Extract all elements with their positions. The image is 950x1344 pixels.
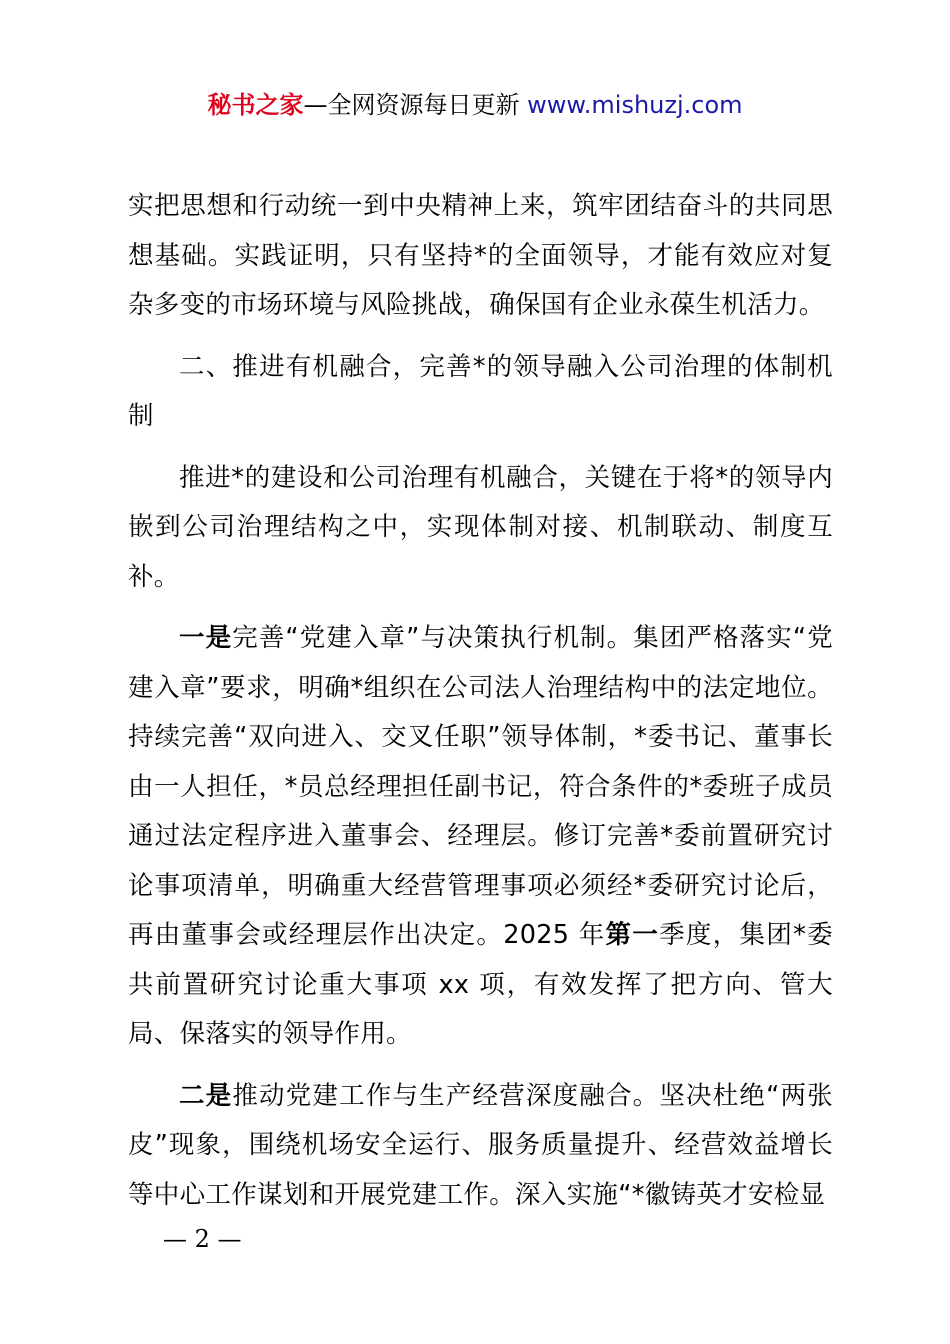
point-one-text: 完善“党建入章”与决策执行机制。集团严格落实“党建入章”要求，明确*组织在公司法人治理结构中的法定地位。持续完善“双向进入、交叉任职”领导体制，*委书记、董事长由一人担任，*员总经理担任副书记，符合条件的*委班子成员通过法定程序进入董事会、经理层。修订完善*委前置研究讨论事项清单，明确重大经营管理事项必须经*委研究讨论后，再由董事会或经理层作出决定。2025 年: [128, 623, 833, 950]
paragraph-point-one: [128, 614, 833, 1060]
section-heading: 二、推进有机融合，完善*的领导融入公司治理的体制机制: [128, 351, 833, 431]
point-one-text-cont: 季度，集团*委共前置研究讨论重大事项 xx 项，有效发挥了把方向、管大局、保落实的领导作用。: [128, 920, 833, 1049]
paragraph-intro: 推进*的建设和公司治理有机融合，关键在于将*的领导内嵌到公司治理结构之中，实现体制对接、机制联动、制度互补。: [128, 462, 833, 592]
page-number: — 2 —: [163, 1225, 242, 1253]
document-body: [128, 182, 833, 1220]
paragraph-continuation: 实把思想和行动统一到中央精神上来，筑牢团结奋斗的共同思想基础。实践证明，只有坚持*的全面领导，才能有效应对复杂多变的市场环境与风险挑战，确保国有企业永葆生机活力。: [128, 191, 833, 320]
header-tagline: —全网资源每日更新: [303, 91, 528, 119]
brand-name: 秘书之家: [207, 91, 304, 119]
point-two-text: 推动党建工作与生产经营深度融合。坚决杜绝“两张皮”现象，围绕机场安全运行、服务质量提升、经营效益增长等中心工作谋划和开展党建工作。深入实施“*徽铸英才安检显: [128, 1080, 833, 1210]
paragraph-point-two: [128, 1072, 833, 1221]
point-one-emphasis: 第一: [605, 920, 660, 950]
point-one-lead: 一是: [179, 623, 233, 653]
site-header: [0, 88, 950, 122]
site-url-link[interactable]: www.mishuzj.com: [527, 91, 743, 119]
point-two-lead: 二是: [179, 1080, 233, 1111]
